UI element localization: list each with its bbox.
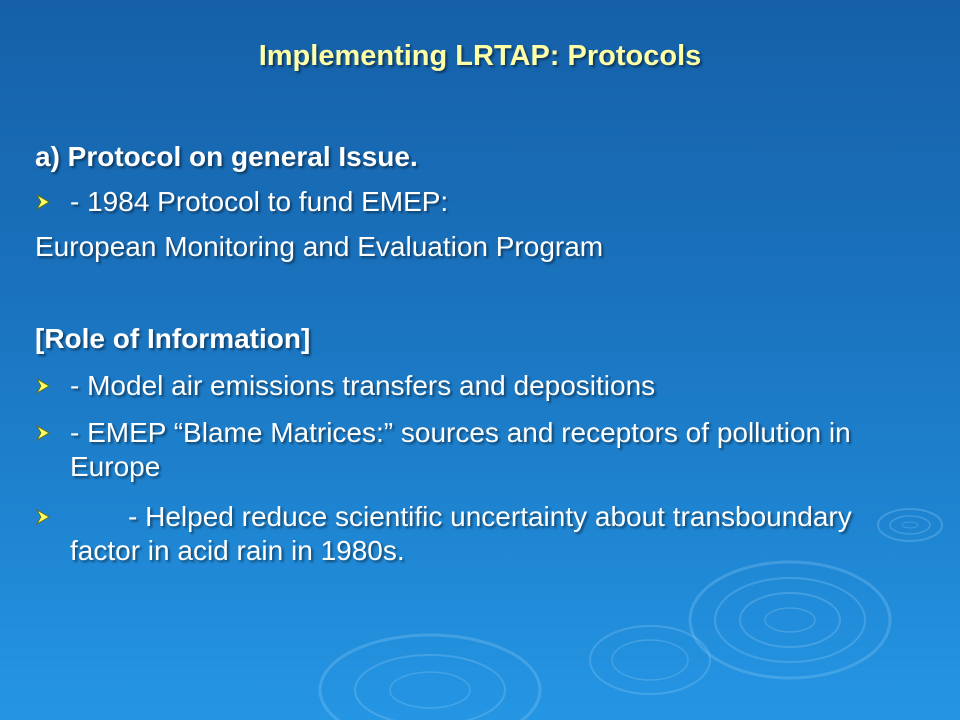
section-a-heading: a) Protocol on general Issue. [35,141,418,172]
arrow-bullet-icon [35,509,51,525]
bullet-text: - EMEP “Blame Matrices:” sources and receptors of pollution in Europe [70,417,851,482]
bullet-text: - 1984 Protocol to fund EMEP: [70,186,449,217]
section-b-heading: [Role of Information] [35,323,311,354]
arrow-bullet-icon [35,378,51,394]
arrow-bullet-icon [35,194,51,210]
bullet-item [35,185,925,219]
plain-line: European Monitoring and Evaluation Program [35,231,604,262]
bullet-item [35,500,925,568]
arrow-bullet-icon [35,425,51,441]
bullet-item [35,369,925,403]
bullet-item [35,416,925,484]
bullet-text: - Helped reduce scientific uncertainty about transboundary factor in acid rain in 1980s. [70,501,852,566]
slide-title: Implementing LRTAP: Protocols [258,40,702,72]
bullet-text: - Model air emissions transfers and depositions [70,370,656,401]
